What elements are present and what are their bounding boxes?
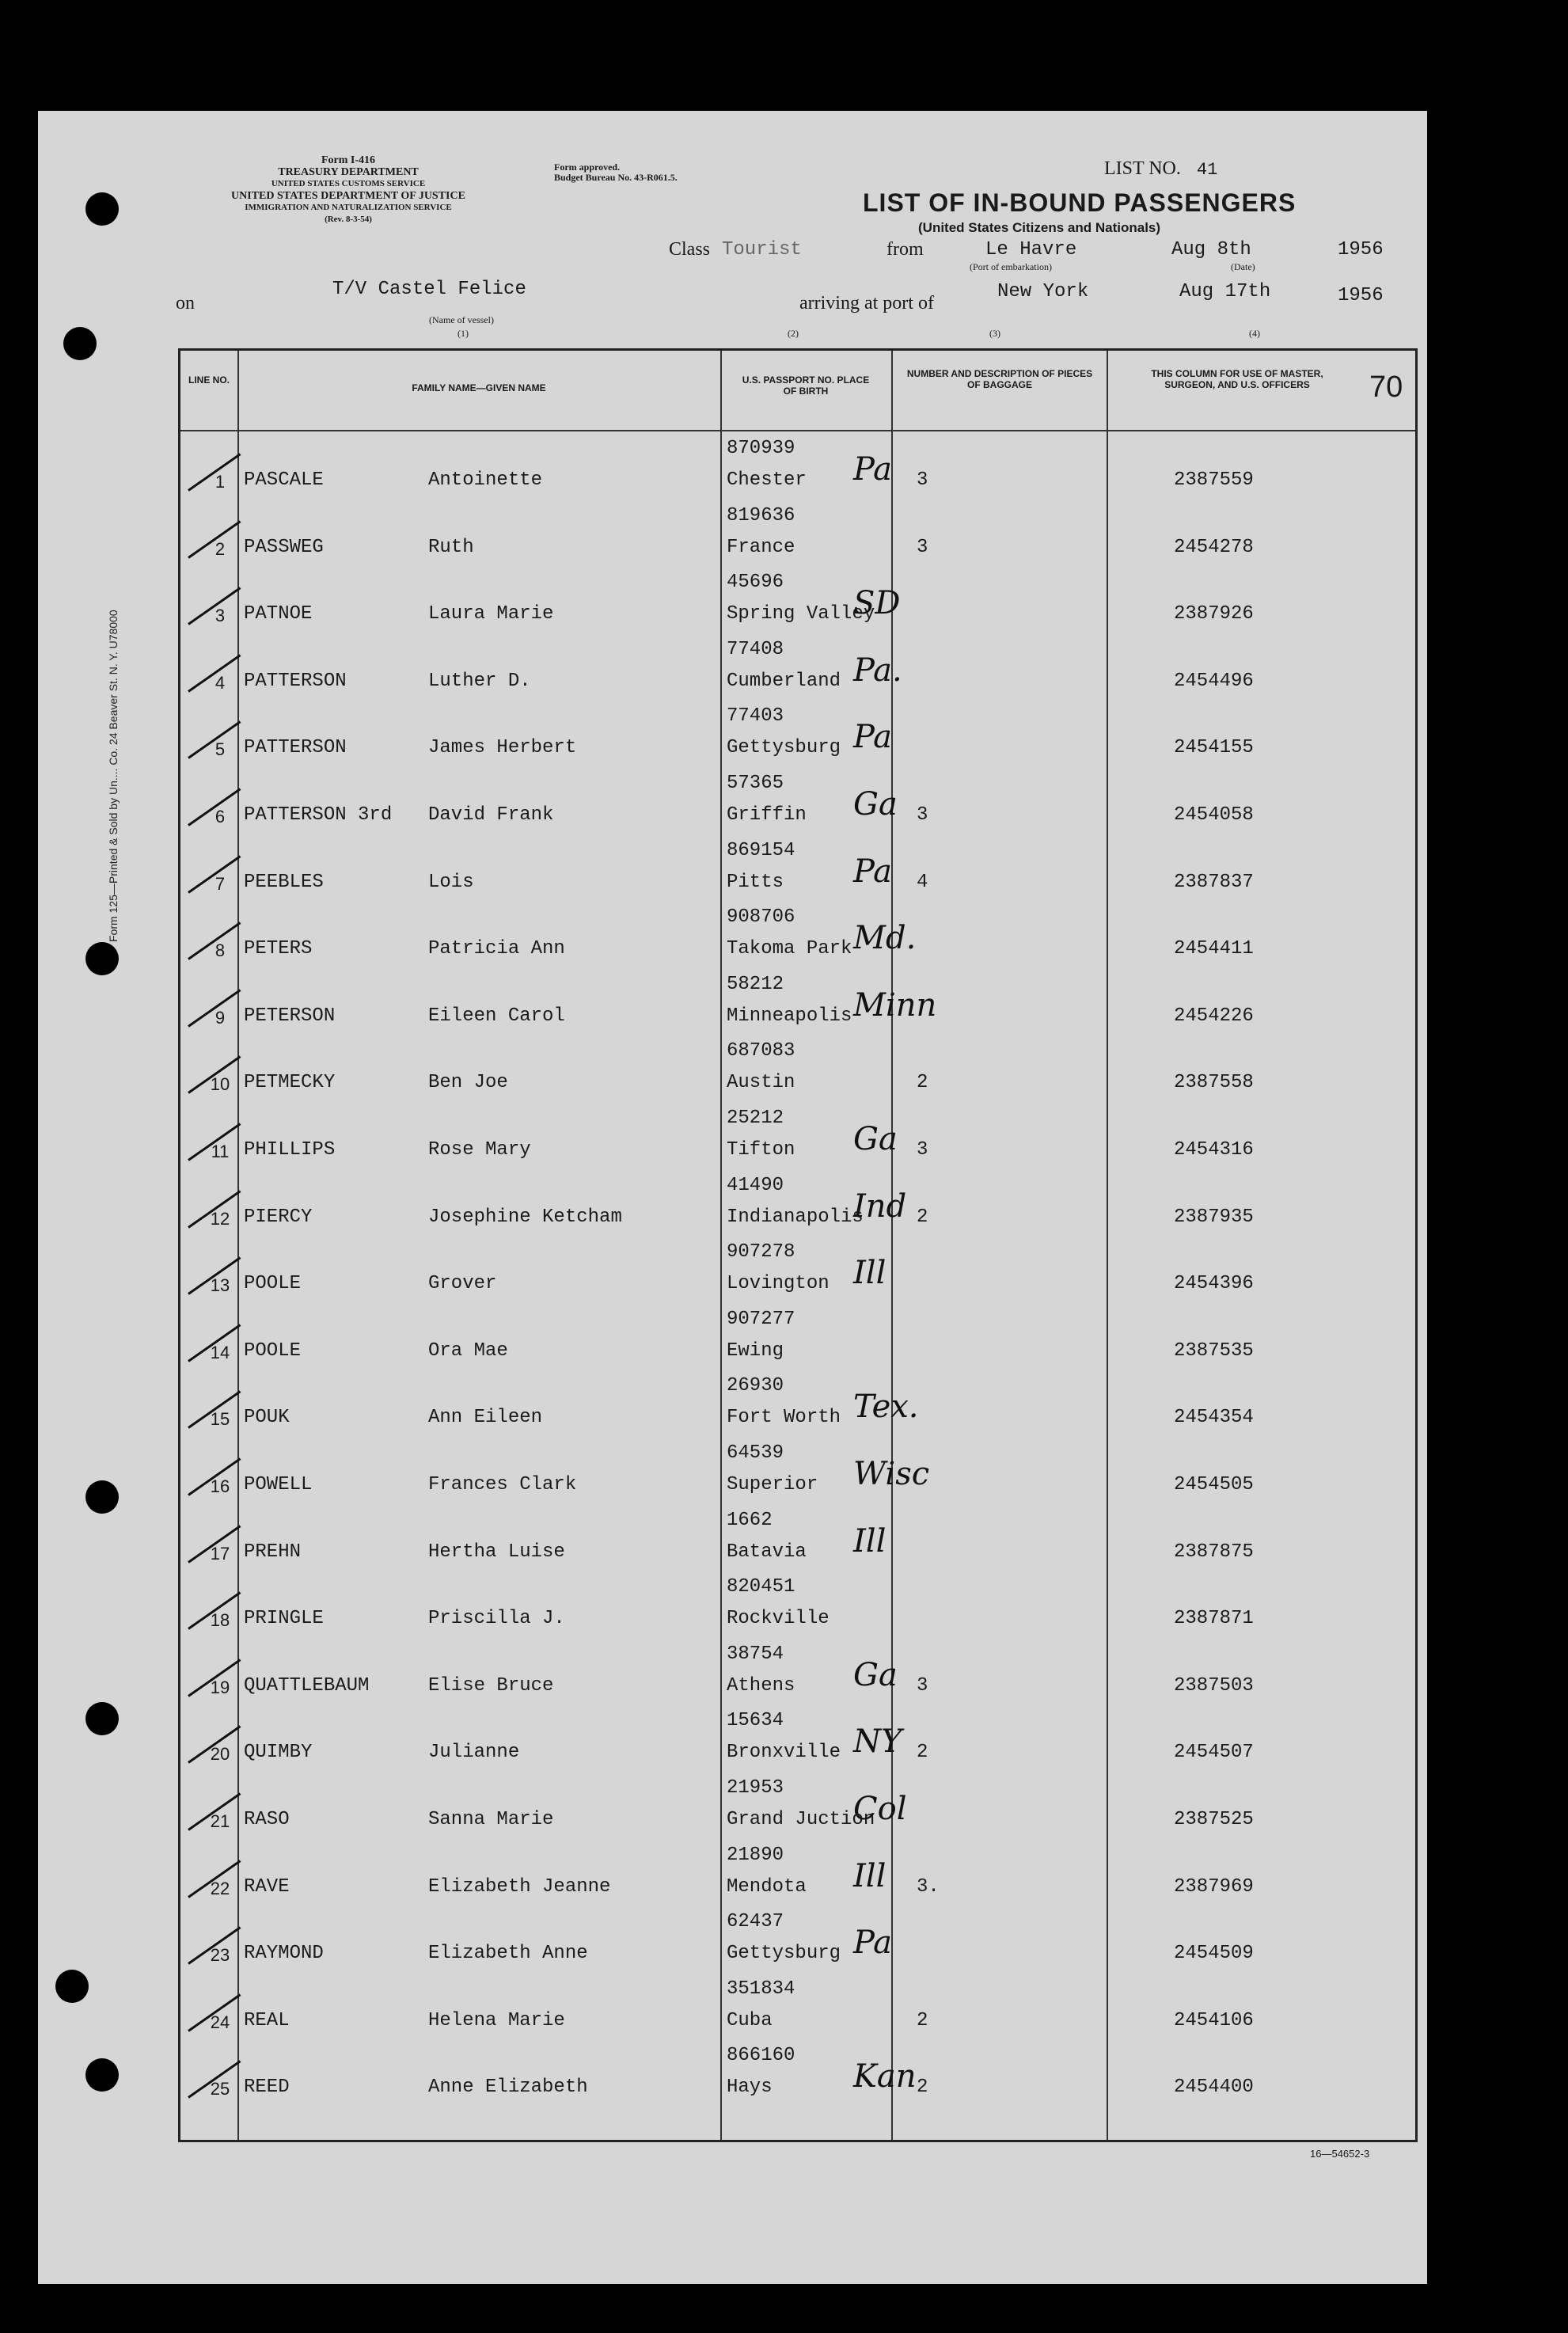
place-of-birth: Superior bbox=[727, 1474, 818, 1495]
handwritten-state: Ill bbox=[853, 1522, 887, 1560]
place-of-birth: Indianapolis bbox=[727, 1206, 864, 1228]
family-name: PETMECKY bbox=[244, 1072, 336, 1094]
handwritten-state: Ill bbox=[853, 1857, 887, 1894]
form-approval bbox=[554, 162, 678, 183]
officer-number: 2454411 bbox=[1174, 938, 1254, 960]
line-number: 14 bbox=[210, 1342, 230, 1362]
family-name: PETERSON bbox=[244, 1005, 336, 1027]
table-row bbox=[180, 1706, 1415, 1773]
given-name: Elise Bruce bbox=[428, 1674, 554, 1697]
table-row bbox=[180, 701, 1415, 769]
given-name: Frances Clark bbox=[428, 1474, 577, 1495]
family-name: PATNOE bbox=[244, 603, 313, 625]
officer-number: 2454496 bbox=[1174, 670, 1254, 692]
place-of-birth: Takoma Park bbox=[727, 938, 852, 960]
given-name: Julianne bbox=[428, 1742, 520, 1764]
family-name: POOLE bbox=[244, 1273, 302, 1295]
line-number: 25 bbox=[210, 2079, 230, 2099]
page-number: 70 bbox=[1369, 370, 1403, 404]
handwritten-state: Pa bbox=[853, 1925, 892, 1962]
officer-number: 2387503 bbox=[1174, 1674, 1254, 1697]
place-of-birth: Tifton bbox=[727, 1139, 795, 1161]
family-name: RAVE bbox=[244, 1875, 290, 1898]
passport-number: 62437 bbox=[727, 1911, 784, 1933]
baggage-count: 2 bbox=[917, 2077, 928, 2099]
family-name: PATTERSON bbox=[244, 670, 347, 692]
officer-number: 2387559 bbox=[1174, 469, 1254, 491]
given-name: Patricia Ann bbox=[428, 938, 565, 960]
officer-number: 2454354 bbox=[1174, 1407, 1254, 1429]
place-of-birth: Spring Valley bbox=[727, 603, 875, 625]
handwritten-state: Ill bbox=[853, 1255, 887, 1292]
table-row bbox=[180, 1036, 1415, 1104]
given-name: Ora Mae bbox=[428, 1339, 508, 1362]
line-number: 11 bbox=[211, 1142, 230, 1161]
officer-number: 2454106 bbox=[1174, 2009, 1254, 2031]
passport-number: 869154 bbox=[727, 839, 795, 861]
passport-number: 907277 bbox=[727, 1308, 795, 1330]
place-of-birth: Minneapolis bbox=[727, 1005, 852, 1027]
footer-code: 16—54652-3 bbox=[1310, 2148, 1370, 2160]
family-name: PASSWEG bbox=[244, 536, 324, 558]
handwritten-state: Pa bbox=[853, 853, 892, 890]
family-name: RASO bbox=[244, 1809, 290, 1830]
header-officers: THIS COLUMN FOR USE OF MASTER, SURGEON, AND U.S. OFFICERS bbox=[1151, 368, 1323, 390]
class-value: Tourist bbox=[722, 239, 802, 260]
given-name: Elizabeth Jeanne bbox=[428, 1875, 611, 1898]
baggage-count: 4 bbox=[917, 871, 928, 893]
officer-number: 2454155 bbox=[1174, 737, 1254, 759]
handwritten-state: SD bbox=[853, 585, 901, 622]
handwritten-state: Kan bbox=[853, 2058, 917, 2096]
line-number: 23 bbox=[210, 1945, 230, 1966]
table-row bbox=[180, 1773, 1415, 1841]
handwritten-state: Ind bbox=[853, 1187, 907, 1225]
date-caption: (Date) bbox=[1231, 261, 1255, 272]
given-name: Antoinette bbox=[428, 469, 543, 491]
baggage-count: 2 bbox=[917, 1072, 928, 1094]
punch-hole bbox=[85, 1702, 119, 1735]
passport-number: 870939 bbox=[727, 438, 795, 459]
passport-number: 687083 bbox=[727, 1040, 795, 1062]
list-number-label: LIST NO. bbox=[1104, 158, 1181, 179]
passport-number: 64539 bbox=[727, 1442, 784, 1464]
family-name: RAYMOND bbox=[244, 1943, 324, 1965]
baggage-count: 3 bbox=[917, 469, 928, 491]
handwritten-state: Minn bbox=[853, 986, 937, 1024]
passport-number: 77403 bbox=[727, 705, 784, 728]
form-header-left bbox=[166, 154, 530, 226]
line-number: 22 bbox=[210, 1878, 230, 1898]
passport-number: 57365 bbox=[727, 773, 784, 794]
arrival-year: 1956 bbox=[1338, 285, 1384, 306]
given-name: Laura Marie bbox=[428, 603, 554, 625]
family-name: PETERS bbox=[244, 938, 313, 960]
given-name: Helena Marie bbox=[428, 2009, 565, 2031]
handwritten-state: Ga bbox=[853, 1121, 898, 1157]
baggage-count: 2 bbox=[917, 2009, 928, 2031]
class-label: Class bbox=[669, 239, 711, 260]
handwritten-state: Col bbox=[853, 1791, 907, 1827]
given-name: Ann Eileen bbox=[428, 1407, 543, 1429]
passport-number: 25212 bbox=[727, 1108, 784, 1129]
officer-number: 2454507 bbox=[1174, 1742, 1254, 1764]
officer-number: 2454505 bbox=[1174, 1474, 1254, 1495]
passport-number: 38754 bbox=[727, 1643, 784, 1665]
line-number: 2 bbox=[215, 538, 226, 559]
family-name: PREHN bbox=[244, 1541, 302, 1563]
passport-number: 15634 bbox=[727, 1710, 784, 1732]
officer-number: 2387875 bbox=[1174, 1541, 1254, 1563]
line-number: 21 bbox=[210, 1811, 230, 1831]
table-row bbox=[180, 902, 1415, 970]
line-number: 5 bbox=[215, 739, 226, 760]
given-name: Anne Elizabeth bbox=[428, 2077, 588, 2099]
family-name: POUK bbox=[244, 1407, 290, 1429]
baggage-count: 2 bbox=[917, 1742, 928, 1764]
handwritten-state: Ga bbox=[853, 786, 898, 823]
table-row bbox=[180, 434, 1415, 501]
line-number: 24 bbox=[210, 2012, 230, 2032]
family-name: PHILLIPS bbox=[244, 1139, 336, 1161]
officer-number: 2387837 bbox=[1174, 871, 1254, 893]
place-of-birth: Batavia bbox=[727, 1541, 807, 1563]
officer-number: 2454058 bbox=[1174, 804, 1254, 826]
handwritten-state: NY bbox=[853, 1723, 902, 1761]
officer-number: 2454316 bbox=[1174, 1139, 1254, 1161]
given-name: Rose Mary bbox=[428, 1139, 531, 1161]
officer-number: 2387926 bbox=[1174, 603, 1254, 625]
list-number-value: 41 bbox=[1196, 160, 1218, 180]
officer-number: 2454400 bbox=[1174, 2077, 1254, 2099]
table-row bbox=[180, 1371, 1415, 1438]
line-number: 15 bbox=[210, 1409, 230, 1430]
family-name: PASCALE bbox=[244, 469, 324, 491]
given-name: Ben Joe bbox=[428, 1072, 508, 1094]
line-number: 12 bbox=[210, 1208, 230, 1229]
place-of-birth: Fort Worth bbox=[727, 1407, 841, 1429]
table-row bbox=[180, 1438, 1415, 1506]
header-passport: U.S. PASSPORT NO. PLACE OF BIRTH bbox=[742, 374, 870, 397]
table-row bbox=[180, 970, 1415, 1037]
baggage-count: 3 bbox=[917, 804, 928, 826]
header-name: FAMILY NAME—GIVEN NAME bbox=[412, 382, 546, 393]
given-name: Grover bbox=[428, 1273, 497, 1295]
embarkation-date: Aug 8th bbox=[1171, 239, 1251, 260]
passport-number: 21890 bbox=[727, 1844, 784, 1866]
side-imprint: Form 125—Printed & Sold by Un.... Co. 24 Beaver St. N. Y. U78000 bbox=[107, 610, 120, 942]
officer-number: 2387535 bbox=[1174, 1339, 1254, 1362]
table-row bbox=[180, 1305, 1415, 1372]
given-name: Elizabeth Anne bbox=[428, 1943, 588, 1965]
place-of-birth: Ewing bbox=[727, 1339, 784, 1362]
place-of-birth: Bronxville bbox=[727, 1742, 841, 1764]
handwritten-state: Tex. bbox=[853, 1389, 919, 1426]
table-row bbox=[180, 1974, 1415, 2042]
passport-number: 58212 bbox=[727, 973, 784, 995]
handwritten-state: Pa. bbox=[853, 652, 902, 689]
place-of-birth: Austin bbox=[727, 1072, 795, 1094]
port-caption: (Port of embarkation) bbox=[970, 261, 1052, 272]
passport-number: 41490 bbox=[727, 1174, 784, 1196]
handwritten-state: Pa bbox=[853, 719, 892, 756]
line-number: 1 bbox=[215, 472, 226, 492]
passport-number: 907278 bbox=[727, 1241, 795, 1263]
place-of-birth: Mendota bbox=[727, 1875, 807, 1898]
page-title: LIST OF IN-BOUND PASSENGERS bbox=[863, 188, 1297, 217]
family-name: PRINGLE bbox=[244, 1608, 324, 1630]
place-of-birth: Rockville bbox=[727, 1608, 830, 1630]
punch-hole bbox=[85, 942, 119, 975]
family-name: POWELL bbox=[244, 1474, 313, 1495]
list-number bbox=[1104, 158, 1217, 180]
budget-bureau-text: Budget Bureau No. 43-R061.5. bbox=[554, 172, 678, 183]
handwritten-state: Pa bbox=[853, 451, 892, 488]
place-of-birth: Hays bbox=[727, 2077, 773, 2099]
family-name: PATTERSON bbox=[244, 737, 347, 759]
family-name: QUIMBY bbox=[244, 1742, 313, 1764]
line-number: 17 bbox=[210, 1543, 230, 1564]
line-number: 7 bbox=[215, 873, 226, 894]
given-name: Luther D. bbox=[428, 670, 531, 692]
passport-number: 351834 bbox=[727, 1978, 795, 2000]
arrival-port: New York bbox=[997, 281, 1089, 302]
passport-number: 1662 bbox=[727, 1509, 773, 1531]
given-name: David Frank bbox=[428, 804, 554, 826]
line-number: 16 bbox=[210, 1476, 230, 1496]
officer-number: 2387969 bbox=[1174, 1875, 1254, 1898]
given-name: Ruth bbox=[428, 536, 474, 558]
table-row bbox=[180, 635, 1415, 702]
passport-number: 866160 bbox=[727, 2045, 795, 2067]
officer-number: 2387871 bbox=[1174, 1608, 1254, 1630]
table-row bbox=[180, 1171, 1415, 1238]
table-row bbox=[180, 1104, 1415, 1171]
family-name: REED bbox=[244, 2077, 290, 2099]
department-justice: UNITED STATES DEPARTMENT OF JUSTICE bbox=[231, 190, 465, 202]
officer-number: 2387558 bbox=[1174, 1072, 1254, 1094]
baggage-count: 3 bbox=[917, 1139, 928, 1161]
passport-number: 819636 bbox=[727, 504, 795, 526]
line-number: 9 bbox=[215, 1007, 226, 1028]
given-name: Eileen Carol bbox=[428, 1005, 565, 1027]
family-name: PIERCY bbox=[244, 1206, 313, 1228]
header-baggage: NUMBER AND DESCRIPTION OF PIECES OF BAGGAGE bbox=[906, 368, 1093, 390]
given-name: Priscilla J. bbox=[428, 1608, 565, 1630]
place-of-birth: France bbox=[727, 536, 795, 558]
on-label: on bbox=[176, 293, 195, 313]
punch-hole bbox=[85, 2058, 119, 2092]
table-row bbox=[180, 2041, 1415, 2108]
place-of-birth: Chester bbox=[727, 469, 807, 491]
line-number: 3 bbox=[215, 606, 226, 626]
given-name: Josephine Ketcham bbox=[428, 1206, 622, 1228]
given-name: Lois bbox=[428, 871, 474, 893]
column-caption-1: (1) bbox=[457, 328, 469, 339]
line-number: 8 bbox=[215, 940, 226, 961]
baggage-count: 3. bbox=[917, 1875, 940, 1898]
given-name: James Herbert bbox=[428, 737, 577, 759]
handwritten-state: Ga bbox=[853, 1656, 898, 1693]
handwritten-state: Md. bbox=[853, 920, 917, 957]
place-of-birth: Athens bbox=[727, 1674, 795, 1697]
vessel-caption: (Name of vessel) bbox=[429, 314, 494, 325]
table-row bbox=[180, 769, 1415, 836]
vessel-name: T/V Castel Felice bbox=[332, 279, 526, 300]
column-caption-3: (3) bbox=[989, 328, 1000, 339]
arrival-date: Aug 17th bbox=[1179, 281, 1271, 302]
place-of-birth: Pitts bbox=[727, 871, 784, 893]
punch-hole bbox=[85, 192, 119, 226]
embarkation-year: 1956 bbox=[1338, 239, 1384, 260]
baggage-count: 3 bbox=[917, 536, 928, 558]
line-number: 19 bbox=[210, 1677, 230, 1697]
officer-number: 2387935 bbox=[1174, 1206, 1254, 1228]
arriving-label: arriving at port of bbox=[799, 293, 934, 313]
line-number: 18 bbox=[210, 1610, 230, 1631]
place-of-birth: Gettysburg bbox=[727, 1943, 841, 1965]
officer-number: 2387525 bbox=[1174, 1809, 1254, 1830]
column-caption-4: (4) bbox=[1249, 328, 1260, 339]
officer-number: 2454509 bbox=[1174, 1943, 1254, 1965]
place-of-birth: Gettysburg bbox=[727, 737, 841, 759]
passport-number: 21953 bbox=[727, 1777, 784, 1799]
family-name: REAL bbox=[244, 2009, 290, 2031]
baggage-count: 3 bbox=[917, 1674, 928, 1697]
department-treasury: TREASURY DEPARTMENT bbox=[278, 166, 419, 178]
place-of-birth: Grand Juction bbox=[727, 1809, 875, 1830]
approval-text: Form approved. bbox=[554, 161, 621, 173]
department-customs: UNITED STATES CUSTOMS SERVICE bbox=[271, 179, 426, 188]
given-name: Hertha Luise bbox=[428, 1541, 565, 1563]
place-of-birth: Griffin bbox=[727, 804, 807, 826]
punch-hole bbox=[55, 1970, 89, 2003]
form-revision: (Rev. 8-3-54) bbox=[325, 215, 372, 224]
family-name: QUATTLEBAUM bbox=[244, 1674, 370, 1697]
table-row bbox=[180, 1237, 1415, 1305]
punch-hole bbox=[63, 327, 97, 360]
table-row bbox=[180, 1841, 1415, 1908]
table-row bbox=[180, 1640, 1415, 1707]
given-name: Sanna Marie bbox=[428, 1809, 554, 1830]
table-row bbox=[180, 1506, 1415, 1573]
handwritten-state: Wisc bbox=[853, 1456, 930, 1492]
table-row bbox=[180, 1907, 1415, 1974]
form-number: Form I-416 bbox=[321, 154, 376, 166]
passport-number: 45696 bbox=[727, 572, 784, 594]
place-of-birth: Cuba bbox=[727, 2009, 773, 2031]
page-subtitle: (United States Citizens and Nationals) bbox=[918, 220, 1161, 235]
family-name: PEEBLES bbox=[244, 871, 324, 893]
passport-number: 77408 bbox=[727, 638, 784, 660]
table-row bbox=[180, 568, 1415, 635]
line-number: 6 bbox=[215, 807, 226, 826]
passport-number: 908706 bbox=[727, 906, 795, 929]
passport-number: 820451 bbox=[727, 1576, 795, 1598]
family-name: POOLE bbox=[244, 1339, 302, 1362]
officer-number: 2454396 bbox=[1174, 1273, 1254, 1295]
from-label: from bbox=[887, 239, 924, 260]
line-number: 4 bbox=[215, 672, 226, 693]
table-row bbox=[180, 501, 1415, 568]
baggage-count: 2 bbox=[917, 1206, 928, 1228]
passenger-table bbox=[178, 348, 1418, 2142]
column-caption-2: (2) bbox=[788, 328, 799, 339]
place-of-birth: Lovington bbox=[727, 1273, 830, 1295]
table-row bbox=[180, 1572, 1415, 1640]
officer-number: 2454278 bbox=[1174, 536, 1254, 558]
line-number: 20 bbox=[210, 1744, 230, 1765]
header-line-no: LINE NO. bbox=[188, 374, 230, 386]
line-number: 13 bbox=[210, 1275, 230, 1296]
table-row bbox=[180, 836, 1415, 903]
line-number: 10 bbox=[210, 1074, 230, 1095]
port-of-embarkation: Le Havre bbox=[985, 239, 1077, 260]
officer-number: 2454226 bbox=[1174, 1005, 1254, 1027]
family-name: PATTERSON 3rd bbox=[244, 804, 393, 826]
punch-hole bbox=[85, 1480, 119, 1514]
passport-number: 26930 bbox=[727, 1375, 784, 1397]
department-immigration: IMMIGRATION AND NATURALIZATION SERVICE bbox=[245, 203, 452, 212]
place-of-birth: Cumberland bbox=[727, 670, 841, 692]
